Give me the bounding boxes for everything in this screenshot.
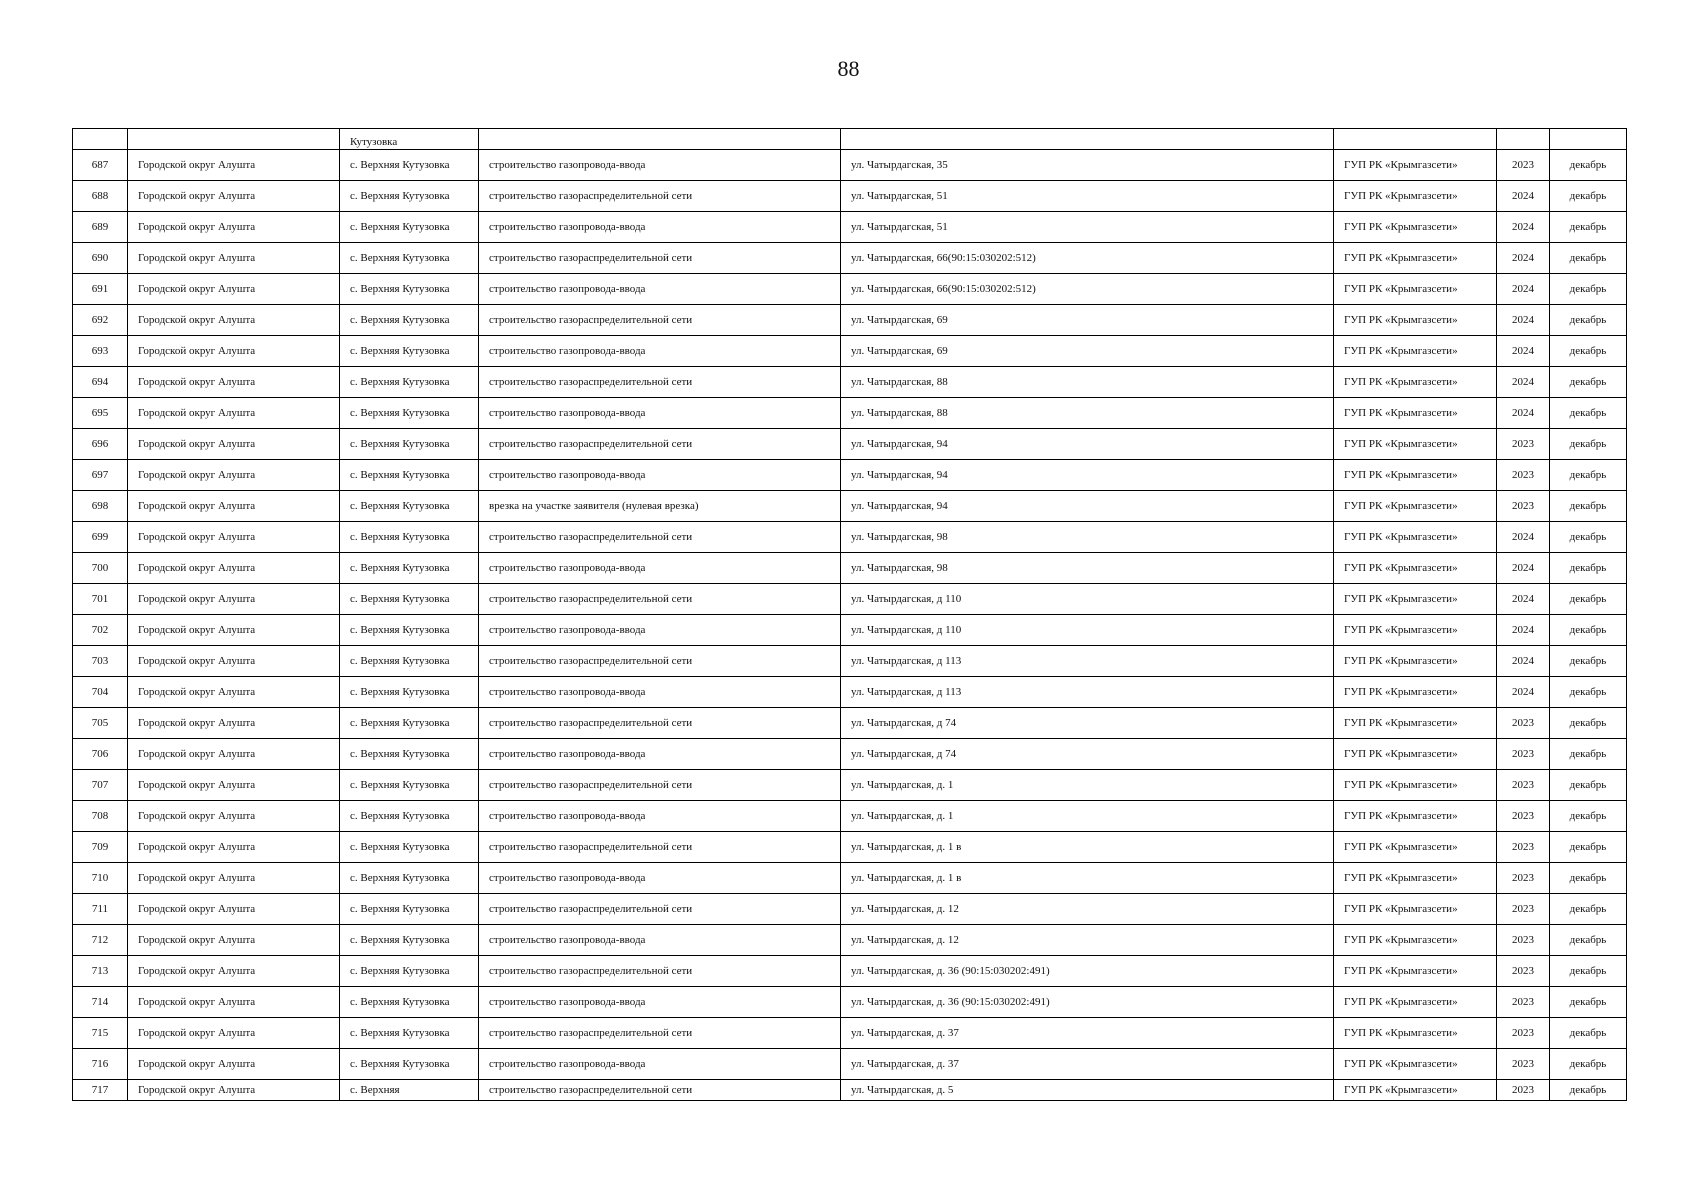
cell-number: 715 bbox=[73, 1018, 128, 1049]
cell-number: 703 bbox=[73, 646, 128, 677]
cell-work: строительство газораспределительной сети bbox=[479, 956, 841, 987]
cell-work: строительство газопровода-ввода bbox=[479, 925, 841, 956]
cell-address: ул. Чатырдагская, 94 bbox=[841, 491, 1334, 522]
table-row bbox=[73, 584, 1627, 615]
cell-location: с. Верхняя Кутузовка bbox=[340, 708, 479, 739]
table-row bbox=[73, 956, 1627, 987]
cell-operator: ГУП РК «Крымгазсети» bbox=[1334, 956, 1497, 987]
cell-work: строительство газопровода-ввода bbox=[479, 1049, 841, 1080]
cell-location: с. Верхняя Кутузовка bbox=[340, 863, 479, 894]
cell-year: 2023 bbox=[1497, 925, 1550, 956]
cell-number: 689 bbox=[73, 212, 128, 243]
cell-operator: ГУП РК «Крымгазсети» bbox=[1334, 1018, 1497, 1049]
cell-operator: ГУП РК «Крымгазсети» bbox=[1334, 863, 1497, 894]
cell-work: строительство газопровода-ввода bbox=[479, 398, 841, 429]
cell-address: ул. Чатырдагская, д 74 bbox=[841, 708, 1334, 739]
cell-address: ул. Чатырдагская, 51 bbox=[841, 212, 1334, 243]
table-row bbox=[73, 770, 1627, 801]
cell-number: 717 bbox=[73, 1080, 128, 1101]
cell-address: ул. Чатырдагская, д 113 bbox=[841, 646, 1334, 677]
cell-month: декабрь bbox=[1550, 987, 1627, 1018]
cell-location: с. Верхняя Кутузовка bbox=[340, 925, 479, 956]
cell-work: строительство газораспределительной сети bbox=[479, 832, 841, 863]
table-row bbox=[73, 460, 1627, 491]
cell-district: Городской округ Алушта bbox=[128, 770, 340, 801]
cell-address: ул. Чатырдагская, 88 bbox=[841, 398, 1334, 429]
table-row bbox=[73, 987, 1627, 1018]
cell-operator: ГУП РК «Крымгазсети» bbox=[1334, 367, 1497, 398]
cell-number: 702 bbox=[73, 615, 128, 646]
cell-month: декабрь bbox=[1550, 739, 1627, 770]
cell-address: ул. Чатырдагская, д. 1 bbox=[841, 801, 1334, 832]
cell-district: Городской округ Алушта bbox=[128, 491, 340, 522]
cell-work: строительство газораспределительной сети bbox=[479, 367, 841, 398]
cell-district: Городской округ Алушта bbox=[128, 987, 340, 1018]
table-row bbox=[73, 181, 1627, 212]
cell-location: с. Верхняя Кутузовка bbox=[340, 491, 479, 522]
cell-month: декабрь bbox=[1550, 832, 1627, 863]
cell-district: Городской округ Алушта bbox=[128, 367, 340, 398]
cell-location: с. Верхняя Кутузовка bbox=[340, 770, 479, 801]
cell-year: 2023 bbox=[1497, 708, 1550, 739]
cell-district: Городской округ Алушта bbox=[128, 1018, 340, 1049]
cell-number: 705 bbox=[73, 708, 128, 739]
table-row bbox=[73, 398, 1627, 429]
cell-district bbox=[128, 129, 340, 150]
cell-location: с. Верхняя Кутузовка bbox=[340, 150, 479, 181]
cell-number: 710 bbox=[73, 863, 128, 894]
cell-address: ул. Чатырдагская, д 113 bbox=[841, 677, 1334, 708]
cell-year: 2024 bbox=[1497, 677, 1550, 708]
cell-district: Городской округ Алушта bbox=[128, 801, 340, 832]
cell-address: ул. Чатырдагская, д. 5 bbox=[841, 1080, 1334, 1101]
cell-month: декабрь bbox=[1550, 181, 1627, 212]
cell-operator: ГУП РК «Крымгазсети» bbox=[1334, 770, 1497, 801]
table-row bbox=[73, 677, 1627, 708]
table-row bbox=[73, 739, 1627, 770]
cell-district: Городской округ Алушта bbox=[128, 522, 340, 553]
cell-address bbox=[841, 129, 1334, 150]
cell-district: Городской округ Алушта bbox=[128, 925, 340, 956]
cell-year: 2024 bbox=[1497, 212, 1550, 243]
cell-location: с. Верхняя Кутузовка bbox=[340, 584, 479, 615]
table-row bbox=[73, 863, 1627, 894]
cell-location: с. Верхняя Кутузовка bbox=[340, 460, 479, 491]
cell-address: ул. Чатырдагская, д. 36 (90:15:030202:491) bbox=[841, 956, 1334, 987]
cell-work: строительство газопровода-ввода bbox=[479, 274, 841, 305]
table-row bbox=[73, 553, 1627, 584]
cell-work: строительство газораспределительной сети bbox=[479, 522, 841, 553]
cell-month: декабрь bbox=[1550, 584, 1627, 615]
cell-year: 2024 bbox=[1497, 615, 1550, 646]
cell-month: декабрь bbox=[1550, 522, 1627, 553]
cell-work bbox=[479, 129, 841, 150]
cell-location: Кутузовка bbox=[340, 129, 479, 150]
table-row bbox=[73, 305, 1627, 336]
cell-work: строительство газопровода-ввода bbox=[479, 336, 841, 367]
cell-number: 693 bbox=[73, 336, 128, 367]
cell-address: ул. Чатырдагская, д. 1 bbox=[841, 770, 1334, 801]
cell-district: Городской округ Алушта bbox=[128, 336, 340, 367]
table-row bbox=[73, 832, 1627, 863]
cell-operator: ГУП РК «Крымгазсети» bbox=[1334, 987, 1497, 1018]
cell-location: с. Верхняя Кутузовка bbox=[340, 894, 479, 925]
cell-address: ул. Чатырдагская, д. 37 bbox=[841, 1018, 1334, 1049]
cell-work: строительство газораспределительной сети bbox=[479, 894, 841, 925]
table-row-continuation bbox=[73, 129, 1627, 150]
table-row bbox=[73, 646, 1627, 677]
cell-address: ул. Чатырдагская, 66(90:15:030202:512) bbox=[841, 274, 1334, 305]
cell-address: ул. Чатырдагская, д. 12 bbox=[841, 894, 1334, 925]
cell-year: 2024 bbox=[1497, 367, 1550, 398]
cell-month: декабрь bbox=[1550, 243, 1627, 274]
cell-operator: ГУП РК «Крымгазсети» bbox=[1334, 181, 1497, 212]
cell-month: декабрь bbox=[1550, 553, 1627, 584]
cell-year: 2023 bbox=[1497, 956, 1550, 987]
cell-year: 2024 bbox=[1497, 584, 1550, 615]
cell-number: 708 bbox=[73, 801, 128, 832]
cell-number: 713 bbox=[73, 956, 128, 987]
cell-month: декабрь bbox=[1550, 274, 1627, 305]
table-row bbox=[73, 1049, 1627, 1080]
cell-work: врезка на участке заявителя (нулевая врезка) bbox=[479, 491, 841, 522]
cell-number bbox=[73, 129, 128, 150]
cell-operator: ГУП РК «Крымгазсети» bbox=[1334, 677, 1497, 708]
cell-year: 2023 bbox=[1497, 491, 1550, 522]
cell-address: ул. Чатырдагская, 69 bbox=[841, 336, 1334, 367]
cell-operator: ГУП РК «Крымгазсети» bbox=[1334, 398, 1497, 429]
cell-location: с. Верхняя Кутузовка bbox=[340, 987, 479, 1018]
cell-year: 2023 bbox=[1497, 863, 1550, 894]
cell-year: 2023 bbox=[1497, 1080, 1550, 1101]
cell-operator: ГУП РК «Крымгазсети» bbox=[1334, 460, 1497, 491]
gas-works-table bbox=[72, 128, 1627, 1101]
table-row bbox=[73, 336, 1627, 367]
cell-month: декабрь bbox=[1550, 1080, 1627, 1101]
table-row bbox=[73, 708, 1627, 739]
cell-work: строительство газораспределительной сети bbox=[479, 181, 841, 212]
cell-address: ул. Чатырдагская, 98 bbox=[841, 553, 1334, 584]
cell-year: 2023 bbox=[1497, 1018, 1550, 1049]
cell-location: с. Верхняя Кутузовка bbox=[340, 832, 479, 863]
table-row bbox=[73, 150, 1627, 181]
cell-work: строительство газораспределительной сети bbox=[479, 305, 841, 336]
cell-work: строительство газораспределительной сети bbox=[479, 646, 841, 677]
cell-year: 2023 bbox=[1497, 832, 1550, 863]
cell-location: с. Верхняя bbox=[340, 1080, 479, 1101]
table-row bbox=[73, 925, 1627, 956]
cell-operator: ГУП РК «Крымгазсети» bbox=[1334, 150, 1497, 181]
cell-number: 690 bbox=[73, 243, 128, 274]
cell-operator bbox=[1334, 129, 1497, 150]
cell-district: Городской округ Алушта bbox=[128, 677, 340, 708]
cell-location: с. Верхняя Кутузовка bbox=[340, 677, 479, 708]
cell-address: ул. Чатырдагская, 66(90:15:030202:512) bbox=[841, 243, 1334, 274]
cell-operator: ГУП РК «Крымгазсети» bbox=[1334, 212, 1497, 243]
cell-work: строительство газопровода-ввода bbox=[479, 987, 841, 1018]
cell-work: строительство газопровода-ввода bbox=[479, 801, 841, 832]
cell-number: 709 bbox=[73, 832, 128, 863]
table-row bbox=[73, 1080, 1627, 1101]
cell-month: декабрь bbox=[1550, 677, 1627, 708]
cell-location: с. Верхняя Кутузовка bbox=[340, 212, 479, 243]
cell-address: ул. Чатырдагская, 88 bbox=[841, 367, 1334, 398]
cell-district: Городской округ Алушта bbox=[128, 305, 340, 336]
cell-district: Городской округ Алушта bbox=[128, 894, 340, 925]
cell-number: 707 bbox=[73, 770, 128, 801]
cell-year: 2024 bbox=[1497, 181, 1550, 212]
cell-month: декабрь bbox=[1550, 801, 1627, 832]
cell-work: строительство газопровода-ввода bbox=[479, 739, 841, 770]
cell-number: 697 bbox=[73, 460, 128, 491]
cell-location: с. Верхняя Кутузовка bbox=[340, 398, 479, 429]
cell-year: 2023 bbox=[1497, 429, 1550, 460]
cell-number: 696 bbox=[73, 429, 128, 460]
cell-number: 688 bbox=[73, 181, 128, 212]
cell-address: ул. Чатырдагская, 51 bbox=[841, 181, 1334, 212]
cell-year: 2023 bbox=[1497, 150, 1550, 181]
cell-number: 695 bbox=[73, 398, 128, 429]
cell-location: с. Верхняя Кутузовка bbox=[340, 739, 479, 770]
cell-year: 2024 bbox=[1497, 646, 1550, 677]
cell-work: строительство газораспределительной сети bbox=[479, 429, 841, 460]
cell-operator: ГУП РК «Крымгазсети» bbox=[1334, 584, 1497, 615]
cell-district: Городской округ Алушта bbox=[128, 553, 340, 584]
cell-number: 704 bbox=[73, 677, 128, 708]
cell-district: Городской округ Алушта bbox=[128, 584, 340, 615]
cell-location: с. Верхняя Кутузовка bbox=[340, 274, 479, 305]
cell-location: с. Верхняя Кутузовка bbox=[340, 429, 479, 460]
cell-work: строительство газораспределительной сети bbox=[479, 243, 841, 274]
cell-year: 2023 bbox=[1497, 1049, 1550, 1080]
cell-address: ул. Чатырдагская, д. 37 bbox=[841, 1049, 1334, 1080]
cell-year: 2024 bbox=[1497, 336, 1550, 367]
cell-operator: ГУП РК «Крымгазсети» bbox=[1334, 522, 1497, 553]
cell-district: Городской округ Алушта bbox=[128, 832, 340, 863]
cell-operator: ГУП РК «Крымгазсети» bbox=[1334, 429, 1497, 460]
cell-operator: ГУП РК «Крымгазсети» bbox=[1334, 491, 1497, 522]
cell-address: ул. Чатырдагская, д. 36 (90:15:030202:491) bbox=[841, 987, 1334, 1018]
cell-location: с. Верхняя Кутузовка bbox=[340, 801, 479, 832]
cell-number: 694 bbox=[73, 367, 128, 398]
cell-number: 687 bbox=[73, 150, 128, 181]
cell-month: декабрь bbox=[1550, 336, 1627, 367]
table-row bbox=[73, 522, 1627, 553]
cell-year: 2024 bbox=[1497, 522, 1550, 553]
cell-work: строительство газопровода-ввода bbox=[479, 460, 841, 491]
cell-district: Городской округ Алушта bbox=[128, 708, 340, 739]
cell-district: Городской округ Алушта bbox=[128, 1080, 340, 1101]
cell-operator: ГУП РК «Крымгазсети» bbox=[1334, 739, 1497, 770]
cell-month: декабрь bbox=[1550, 212, 1627, 243]
cell-address: ул. Чатырдагская, д. 1 в bbox=[841, 832, 1334, 863]
cell-district: Городской округ Алушта bbox=[128, 150, 340, 181]
cell-year: 2023 bbox=[1497, 801, 1550, 832]
cell-work: строительство газопровода-ввода bbox=[479, 863, 841, 894]
cell-location: с. Верхняя Кутузовка bbox=[340, 1018, 479, 1049]
cell-address: ул. Чатырдагская, д 74 bbox=[841, 739, 1334, 770]
cell-month: декабрь bbox=[1550, 398, 1627, 429]
cell-district: Городской округ Алушта bbox=[128, 274, 340, 305]
cell-district: Городской округ Алушта bbox=[128, 243, 340, 274]
cell-district: Городской округ Алушта bbox=[128, 1049, 340, 1080]
cell-work: строительство газопровода-ввода bbox=[479, 615, 841, 646]
cell-location: с. Верхняя Кутузовка bbox=[340, 181, 479, 212]
cell-number: 716 bbox=[73, 1049, 128, 1080]
cell-district: Городской округ Алушта bbox=[128, 212, 340, 243]
cell-year: 2024 bbox=[1497, 305, 1550, 336]
cell-operator: ГУП РК «Крымгазсети» bbox=[1334, 646, 1497, 677]
table-row bbox=[73, 243, 1627, 274]
cell-work: строительство газопровода-ввода bbox=[479, 677, 841, 708]
cell-district: Городской округ Алушта bbox=[128, 956, 340, 987]
cell-district: Городской округ Алушта bbox=[128, 181, 340, 212]
cell-month: декабрь bbox=[1550, 925, 1627, 956]
cell-district: Городской округ Алушта bbox=[128, 460, 340, 491]
cell-work: строительство газораспределительной сети bbox=[479, 708, 841, 739]
table-row bbox=[73, 212, 1627, 243]
cell-operator: ГУП РК «Крымгазсети» bbox=[1334, 615, 1497, 646]
cell-location: с. Верхняя Кутузовка bbox=[340, 243, 479, 274]
cell-address: ул. Чатырдагская, 69 bbox=[841, 305, 1334, 336]
table-row bbox=[73, 274, 1627, 305]
page-number: 88 bbox=[837, 56, 860, 81]
cell-month bbox=[1550, 129, 1627, 150]
cell-district: Городской округ Алушта bbox=[128, 646, 340, 677]
cell-work: строительство газораспределительной сети bbox=[479, 1018, 841, 1049]
cell-year: 2023 bbox=[1497, 894, 1550, 925]
cell-operator: ГУП РК «Крымгазсети» bbox=[1334, 1080, 1497, 1101]
cell-number: 714 bbox=[73, 987, 128, 1018]
cell-operator: ГУП РК «Крымгазсети» bbox=[1334, 832, 1497, 863]
table-row bbox=[73, 1018, 1627, 1049]
cell-location: с. Верхняя Кутузовка bbox=[340, 305, 479, 336]
cell-location: с. Верхняя Кутузовка bbox=[340, 522, 479, 553]
cell-operator: ГУП РК «Крымгазсети» bbox=[1334, 305, 1497, 336]
cell-operator: ГУП РК «Крымгазсети» bbox=[1334, 243, 1497, 274]
cell-month: декабрь bbox=[1550, 1049, 1627, 1080]
cell-district: Городской округ Алушта bbox=[128, 615, 340, 646]
cell-work: строительство газопровода-ввода bbox=[479, 150, 841, 181]
cell-district: Городской округ Алушта bbox=[128, 863, 340, 894]
cell-month: декабрь bbox=[1550, 150, 1627, 181]
cell-work: строительство газопровода-ввода bbox=[479, 553, 841, 584]
cell-address: ул. Чатырдагская, д 110 bbox=[841, 584, 1334, 615]
cell-work: строительство газораспределительной сети bbox=[479, 770, 841, 801]
cell-number: 701 bbox=[73, 584, 128, 615]
cell-month: декабрь bbox=[1550, 367, 1627, 398]
cell-address: ул. Чатырдагская, 35 bbox=[841, 150, 1334, 181]
cell-operator: ГУП РК «Крымгазсети» bbox=[1334, 708, 1497, 739]
cell-address: ул. Чатырдагская, д 110 bbox=[841, 615, 1334, 646]
cell-year: 2023 bbox=[1497, 739, 1550, 770]
cell-month: декабрь bbox=[1550, 491, 1627, 522]
cell-month: декабрь bbox=[1550, 1018, 1627, 1049]
cell-work: строительство газопровода-ввода bbox=[479, 212, 841, 243]
cell-month: декабрь bbox=[1550, 615, 1627, 646]
cell-number: 692 bbox=[73, 305, 128, 336]
cell-year: 2023 bbox=[1497, 460, 1550, 491]
table-row bbox=[73, 894, 1627, 925]
cell-number: 699 bbox=[73, 522, 128, 553]
cell-number: 706 bbox=[73, 739, 128, 770]
cell-year: 2024 bbox=[1497, 274, 1550, 305]
cell-month: декабрь bbox=[1550, 429, 1627, 460]
table-row bbox=[73, 615, 1627, 646]
cell-operator: ГУП РК «Крымгазсети» bbox=[1334, 801, 1497, 832]
cell-operator: ГУП РК «Крымгазсети» bbox=[1334, 925, 1497, 956]
cell-work: строительство газораспределительной сети bbox=[479, 584, 841, 615]
cell-location: с. Верхняя Кутузовка bbox=[340, 553, 479, 584]
cell-location: с. Верхняя Кутузовка bbox=[340, 336, 479, 367]
cell-location: с. Верхняя Кутузовка bbox=[340, 646, 479, 677]
cell-address: ул. Чатырдагская, д. 12 bbox=[841, 925, 1334, 956]
cell-address: ул. Чатырдагская, 94 bbox=[841, 429, 1334, 460]
cell-year: 2023 bbox=[1497, 770, 1550, 801]
table-body bbox=[73, 129, 1627, 1101]
cell-month: декабрь bbox=[1550, 646, 1627, 677]
cell-number: 711 bbox=[73, 894, 128, 925]
cell-operator: ГУП РК «Крымгазсети» bbox=[1334, 894, 1497, 925]
cell-month: декабрь bbox=[1550, 956, 1627, 987]
cell-number: 712 bbox=[73, 925, 128, 956]
cell-address: ул. Чатырдагская, 94 bbox=[841, 460, 1334, 491]
cell-month: декабрь bbox=[1550, 708, 1627, 739]
cell-location: с. Верхняя Кутузовка bbox=[340, 1049, 479, 1080]
cell-location: с. Верхняя Кутузовка bbox=[340, 615, 479, 646]
cell-address: ул. Чатырдагская, 98 bbox=[841, 522, 1334, 553]
cell-month: декабрь bbox=[1550, 305, 1627, 336]
cell-year: 2023 bbox=[1497, 987, 1550, 1018]
cell-month: декабрь bbox=[1550, 863, 1627, 894]
cell-district: Городской округ Алушта bbox=[128, 429, 340, 460]
cell-operator: ГУП РК «Крымгазсети» bbox=[1334, 553, 1497, 584]
cell-address: ул. Чатырдагская, д. 1 в bbox=[841, 863, 1334, 894]
table-row bbox=[73, 367, 1627, 398]
cell-month: декабрь bbox=[1550, 770, 1627, 801]
cell-district: Городской округ Алушта bbox=[128, 739, 340, 770]
cell-year bbox=[1497, 129, 1550, 150]
cell-location: с. Верхняя Кутузовка bbox=[340, 956, 479, 987]
cell-number: 698 bbox=[73, 491, 128, 522]
cell-work: строительство газораспределительной сети bbox=[479, 1080, 841, 1101]
cell-month: декабрь bbox=[1550, 460, 1627, 491]
cell-operator: ГУП РК «Крымгазсети» bbox=[1334, 274, 1497, 305]
cell-location: с. Верхняя Кутузовка bbox=[340, 367, 479, 398]
cell-operator: ГУП РК «Крымгазсети» bbox=[1334, 1049, 1497, 1080]
cell-number: 700 bbox=[73, 553, 128, 584]
cell-month: декабрь bbox=[1550, 894, 1627, 925]
table-row bbox=[73, 801, 1627, 832]
cell-district: Городской округ Алушта bbox=[128, 398, 340, 429]
table-row bbox=[73, 491, 1627, 522]
cell-year: 2024 bbox=[1497, 398, 1550, 429]
cell-operator: ГУП РК «Крымгазсети» bbox=[1334, 336, 1497, 367]
cell-year: 2024 bbox=[1497, 553, 1550, 584]
table-row bbox=[73, 429, 1627, 460]
cell-year: 2024 bbox=[1497, 243, 1550, 274]
cell-number: 691 bbox=[73, 274, 128, 305]
